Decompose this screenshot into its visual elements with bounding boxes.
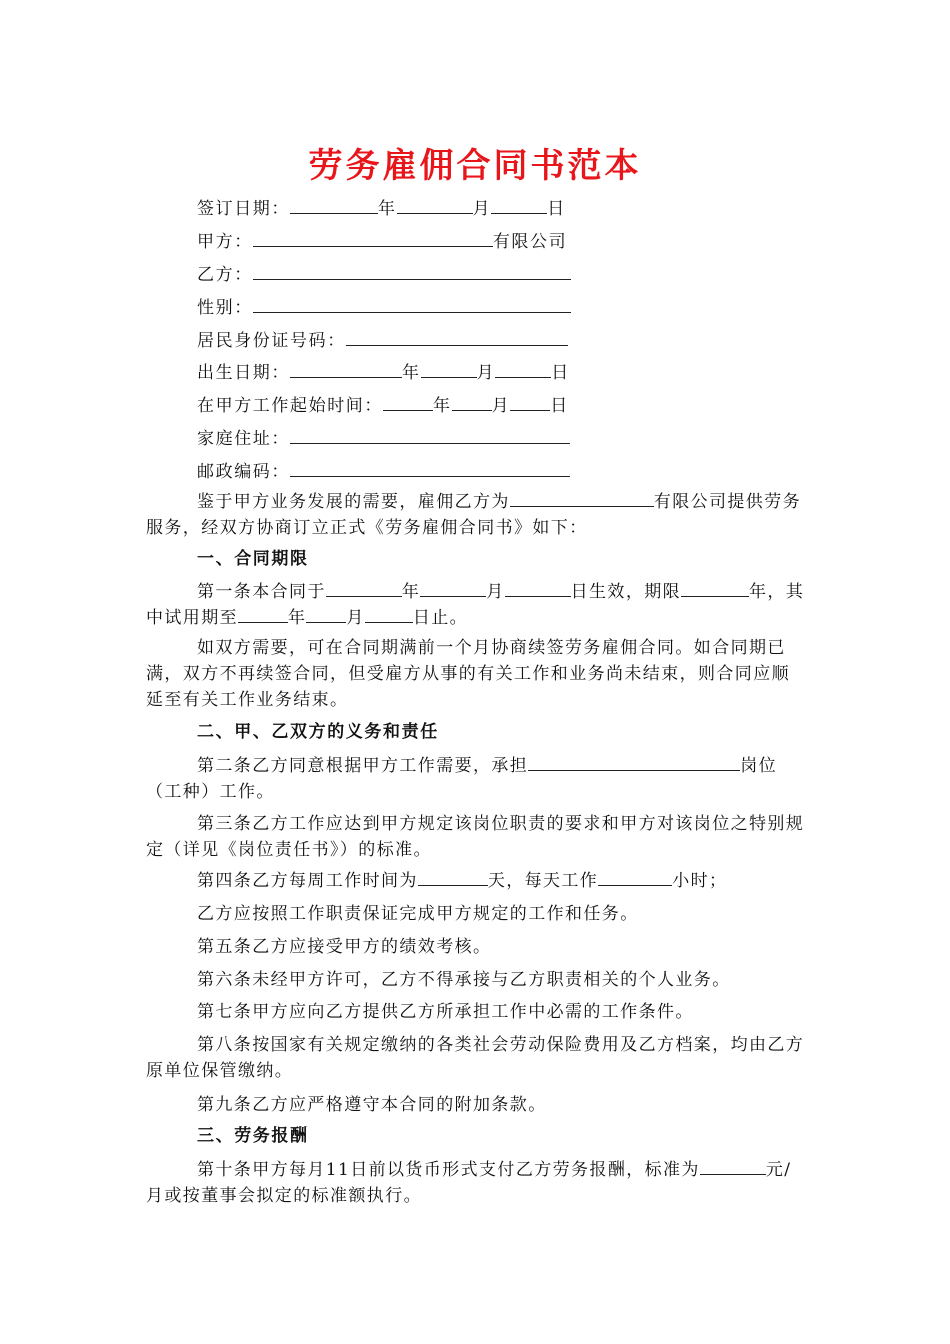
art10-text-b: 元/月或按董事会拟定的标准额执行。 <box>146 1160 792 1206</box>
art2-text-a: 第二条乙方同意根据甲方工作需要，承担 <box>197 756 529 776</box>
art10-text-a: 第十条甲方每月11日前以货币形式支付乙方劳务报酬，标准为 <box>197 1160 700 1180</box>
art1-text-b: 年 <box>401 582 421 602</box>
article-1 <box>146 579 808 631</box>
section-1-heading: 一、合同期限 <box>197 549 309 569</box>
art2-text-b: 岗位（工种）工作。 <box>146 756 778 802</box>
art1-text-h: 日止。 <box>412 608 469 628</box>
day-label: 日 <box>547 199 566 219</box>
id-line <box>197 328 568 351</box>
article-5: 第五条乙方应接受甲方的绩效考核。 <box>197 937 492 957</box>
renewal-paragraph: 如双方需要，可在合同期满前一个月协商续签劳务雇佣合同。如合同期已满，双方不再续签合同，但受雇方从事的有关工作和业务尚未结束，则合同应顺延至有关工作业务结束。 <box>146 638 790 710</box>
article-3: 第三条乙方工作应达到甲方规定该岗位职责的要求和甲方对该岗位之特别规定（详见《岗位责任书》）的标准。 <box>146 814 805 860</box>
blank-id[interactable] <box>346 328 568 346</box>
art4-text-a: 第四条乙方每周工作时间为 <box>197 871 418 891</box>
intro-text-1: 鉴于甲方业务发展的需要，雇佣乙方为 <box>197 492 510 512</box>
article-6: 第六条未经甲方许可，乙方不得承接与乙方职责相关的个人业务。 <box>197 970 731 990</box>
section-3-heading: 三、劳务报酬 <box>197 1126 309 1146</box>
postcode-label: 邮政编码： <box>197 462 290 482</box>
art1-text-e: 年，其中试用期至 <box>146 582 805 628</box>
article-8: 第八条按国家有关规定缴纳的各类社会劳动保险费用及乙方档案，均由乙方原单位保管缴纳。 <box>146 1035 805 1081</box>
blank-art1-year[interactable] <box>326 579 402 597</box>
blank-art1-month[interactable] <box>420 579 486 597</box>
intro-paragraph <box>146 489 808 541</box>
blank-birth-month[interactable] <box>421 360 477 378</box>
article-9: 第九条乙方应严格遵守本合同的附加条款。 <box>197 1095 547 1115</box>
intro-text-2: 有限公司提供劳务服务，经双方协商订立正式《劳务雇佣合同书》如下： <box>146 492 802 538</box>
blank-year[interactable] <box>290 196 378 214</box>
sign-date-line <box>197 196 566 219</box>
art1-text-a: 第一条本合同于 <box>197 582 326 602</box>
blank-start-month[interactable] <box>452 393 492 411</box>
blank-trial-day[interactable] <box>365 605 413 623</box>
year-label: 年 <box>433 396 452 416</box>
art4-text-c: 小时； <box>672 871 728 891</box>
start-label: 在甲方工作起始时间： <box>197 396 383 416</box>
sign-date-label: 签订日期： <box>197 199 290 219</box>
blank-trial-year[interactable] <box>238 605 288 623</box>
party-a-suffix: 有限公司 <box>492 232 568 252</box>
article-10 <box>146 1157 808 1209</box>
blank-trial-month[interactable] <box>306 605 346 623</box>
blank-address[interactable] <box>290 426 570 444</box>
address-line <box>197 426 570 449</box>
address-label: 家庭住址： <box>197 429 290 449</box>
blank-day[interactable] <box>491 196 547 214</box>
day-label: 日 <box>550 396 569 416</box>
blank-company[interactable] <box>510 489 654 507</box>
month-label: 月 <box>476 363 496 383</box>
blank-days[interactable] <box>418 868 488 886</box>
party-b-line <box>197 262 571 285</box>
blank-gender[interactable] <box>253 295 571 313</box>
start-date-line <box>197 393 569 416</box>
blank-party-a[interactable] <box>253 229 493 247</box>
postcode-line <box>197 459 570 482</box>
article-2 <box>146 753 808 805</box>
blank-birth-day[interactable] <box>495 360 551 378</box>
party-a-label: 甲方： <box>197 232 253 252</box>
art1-text-d: 日生效，期限 <box>570 582 682 602</box>
month-label: 月 <box>472 199 492 219</box>
birth-label: 出生日期： <box>197 363 290 383</box>
day-label: 日 <box>551 363 570 383</box>
blank-party-b[interactable] <box>253 262 571 280</box>
article-7: 第七条甲方应向乙方提供乙方所承担工作中必需的工作条件。 <box>197 1002 694 1022</box>
month-label: 月 <box>491 396 511 416</box>
blank-hours[interactable] <box>598 868 672 886</box>
gender-label: 性别： <box>197 298 253 318</box>
document-title: 劳务雇佣合同书范本 <box>308 146 642 186</box>
art1-text-f: 年 <box>288 608 307 628</box>
year-label: 年 <box>402 363 421 383</box>
duty-paragraph: 乙方应按照工作职责保证完成甲方规定的工作和任务。 <box>197 904 639 924</box>
article-4 <box>146 868 808 894</box>
id-label: 居民身份证号码： <box>197 331 346 351</box>
blank-start-day[interactable] <box>510 393 550 411</box>
year-label: 年 <box>378 199 397 219</box>
blank-art1-day[interactable] <box>505 579 571 597</box>
party-a-line <box>197 229 567 252</box>
blank-start-year[interactable] <box>383 393 433 411</box>
blank-postcode[interactable] <box>290 459 570 477</box>
blank-art1-term[interactable] <box>681 579 749 597</box>
party-b-label: 乙方： <box>197 265 253 285</box>
birth-line <box>197 360 570 383</box>
gender-line <box>197 295 571 318</box>
blank-position[interactable] <box>528 753 740 771</box>
section-2-heading: 二、甲、乙双方的义务和责任 <box>197 722 439 742</box>
art4-text-b: 天，每天工作 <box>487 871 599 891</box>
blank-birth-year[interactable] <box>290 360 402 378</box>
art1-text-c: 月 <box>486 582 505 602</box>
art1-text-g: 月 <box>346 608 365 628</box>
blank-salary[interactable] <box>700 1157 766 1175</box>
blank-month[interactable] <box>397 196 473 214</box>
